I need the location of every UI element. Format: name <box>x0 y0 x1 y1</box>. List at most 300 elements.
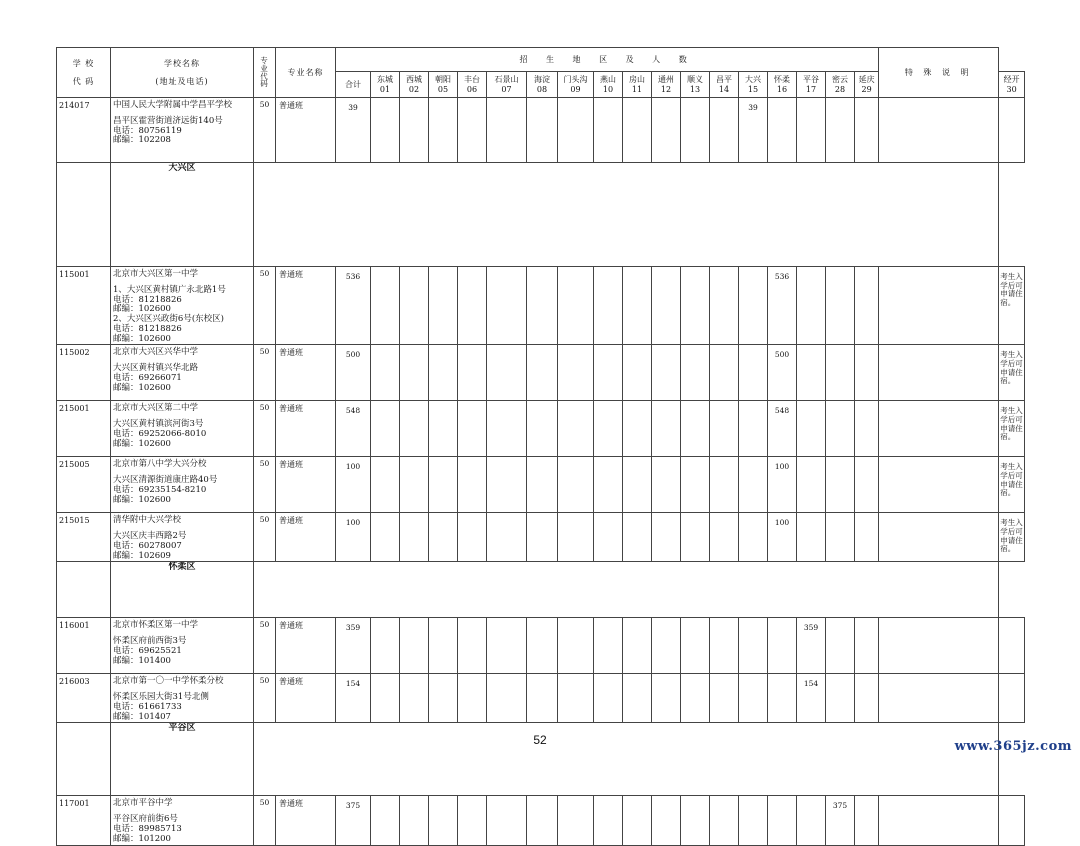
school-code: 215001 <box>57 401 111 457</box>
region-count-empty <box>623 267 652 345</box>
region-count-empty <box>429 267 458 345</box>
district-name: 怀柔区 <box>111 562 254 618</box>
header-major-code <box>254 48 276 98</box>
region-count: 548 <box>768 401 797 457</box>
region-count-empty <box>855 401 879 457</box>
region-count-empty <box>458 267 487 345</box>
region-count-empty <box>527 457 558 513</box>
school-name: 中国人民大学附属中学昌平学校 <box>113 100 233 110</box>
header-school-name <box>111 48 254 98</box>
region-name: 丰台 <box>464 75 480 85</box>
region-count-empty <box>768 618 797 674</box>
region-count-empty <box>400 674 429 723</box>
region-count-empty <box>527 267 558 345</box>
major-code: 50 <box>254 457 276 513</box>
region-count-empty <box>400 513 429 562</box>
region-code: 07 <box>501 84 512 94</box>
special-note: 考生入学后可申请住宿。 <box>999 401 1025 457</box>
header-code-line2: 代 码 <box>72 76 95 86</box>
region-count-empty <box>768 796 797 845</box>
region-count-empty <box>558 513 594 562</box>
school-name: 北京市大兴区兴华中学 <box>113 347 199 358</box>
region-count-empty <box>855 796 879 845</box>
total-count: 375 <box>336 796 371 845</box>
region-count-empty <box>458 345 487 401</box>
region-count-empty <box>558 98 594 163</box>
address-line: 电话：61661733 <box>113 701 182 712</box>
region-count-empty <box>681 345 710 401</box>
region-count-empty <box>879 513 999 562</box>
region-count-empty <box>879 345 999 401</box>
address-line: 大兴区黄村镇兴华北路 <box>113 363 199 374</box>
region-count-empty <box>623 513 652 562</box>
school-info <box>111 674 254 723</box>
region-count-empty <box>400 401 429 457</box>
region-count-empty <box>623 345 652 401</box>
region-code: 16 <box>776 84 788 94</box>
region-count-empty <box>487 98 527 163</box>
watermark-text: www.365jz.com <box>954 739 1072 754</box>
region-count-empty <box>429 345 458 401</box>
school-address <box>113 693 251 722</box>
region-count-empty <box>797 401 826 457</box>
region-code: 10 <box>602 84 614 94</box>
region-count-empty <box>458 98 487 163</box>
table-row <box>57 618 1025 674</box>
major-code: 50 <box>254 345 276 401</box>
region-count-empty <box>400 98 429 163</box>
region-count-empty <box>527 345 558 401</box>
major-name: 普通班 <box>276 267 336 345</box>
region-count-empty <box>855 618 879 674</box>
school-code: 215015 <box>57 513 111 562</box>
region-header-cell <box>458 72 487 98</box>
address-line: 邮编：102600 <box>113 333 171 344</box>
region-count-empty <box>371 267 400 345</box>
region-count-empty <box>826 267 855 345</box>
region-name: 密云 <box>832 75 848 85</box>
region-count-empty <box>710 513 739 562</box>
region-count: 100 <box>768 457 797 513</box>
region-count-empty <box>527 513 558 562</box>
address-line: 邮编：102600 <box>113 438 171 449</box>
address-line: 怀柔区府前西街3号 <box>113 636 187 647</box>
school-info <box>111 345 254 401</box>
region-name: 经开 <box>1003 75 1020 85</box>
address-line: 大兴区黄村镇滨河街3号 <box>113 419 204 430</box>
major-name: 普通班 <box>276 796 336 845</box>
table-row <box>57 796 1025 845</box>
region-count-empty <box>768 98 797 163</box>
region-count-empty <box>487 618 527 674</box>
table-row <box>57 267 1025 345</box>
region-code: 09 <box>570 84 581 94</box>
region-count-empty <box>558 401 594 457</box>
region-count-empty <box>371 98 400 163</box>
region-header-cell <box>400 72 429 98</box>
region-count-empty <box>710 345 739 401</box>
region-header-cell <box>681 72 710 98</box>
region-name: 平谷 <box>803 75 819 85</box>
school-info <box>111 401 254 457</box>
table-row <box>57 513 1025 562</box>
region-count-empty <box>826 401 855 457</box>
address-line: 2、大兴区兴政街6号(东校区) <box>113 314 224 325</box>
region-name: 通州 <box>658 75 674 85</box>
region-count-empty <box>527 674 558 723</box>
region-count-empty <box>594 457 623 513</box>
region-count-empty <box>879 98 999 163</box>
address-line: 电话：60278007 <box>113 540 182 551</box>
region-code: 11 <box>631 84 643 94</box>
region-count-empty <box>652 457 681 513</box>
school-info <box>111 618 254 674</box>
region-count-empty <box>458 796 487 845</box>
school-name: 北京市平谷中学 <box>113 798 173 809</box>
region-count-empty <box>879 401 999 457</box>
region-count-empty <box>739 457 768 513</box>
region-count-empty <box>855 267 879 345</box>
district-name: 大兴区 <box>111 163 254 267</box>
region-count-empty <box>371 796 400 845</box>
region-count-empty <box>652 513 681 562</box>
school-info <box>111 513 254 562</box>
region-count-empty <box>855 98 879 163</box>
region-count-empty <box>487 796 527 845</box>
address-line: 电话：69252066-8010 <box>113 428 207 439</box>
region-name: 怀柔 <box>774 75 790 85</box>
major-name: 普通班 <box>276 457 336 513</box>
major-name: 普通班 <box>276 618 336 674</box>
school-name: 北京市第八中学大兴分校 <box>113 459 207 470</box>
region-count-empty <box>623 98 652 163</box>
major-name: 普通班 <box>276 98 336 163</box>
address-line: 邮编：102600 <box>113 382 171 393</box>
region-header-cell <box>487 72 527 98</box>
region-header-cell <box>429 72 458 98</box>
region-count-empty <box>594 345 623 401</box>
table-row <box>57 401 1025 457</box>
table-row <box>57 98 1025 163</box>
school-info <box>111 796 254 845</box>
region-count-empty <box>652 267 681 345</box>
region-count-empty <box>623 618 652 674</box>
region-header-cell <box>768 72 797 98</box>
admissions-table <box>56 47 1025 846</box>
region-count-empty <box>558 345 594 401</box>
region-code: 06 <box>466 84 478 94</box>
region-count-empty <box>710 98 739 163</box>
total-count: 39 <box>336 98 371 163</box>
address-line: 电话：89985713 <box>113 824 182 835</box>
region-count-empty <box>739 513 768 562</box>
school-name: 北京市怀柔区第一中学 <box>113 620 199 631</box>
district-name: 平谷区 <box>111 723 254 796</box>
region-header-cell <box>739 72 768 98</box>
total-count: 100 <box>336 513 371 562</box>
region-header-cell <box>371 72 400 98</box>
region-count-empty <box>527 618 558 674</box>
region-count-empty <box>739 345 768 401</box>
region-header-cell <box>336 72 371 98</box>
region-count-empty <box>739 674 768 723</box>
address-line: 电话：81218826 <box>113 323 182 334</box>
region-count-empty <box>594 618 623 674</box>
region-count-empty <box>458 618 487 674</box>
address-line: 邮编：102208 <box>113 135 171 146</box>
region-count-empty <box>487 401 527 457</box>
special-note: 考生入学后可申请住宿。 <box>999 457 1025 513</box>
special-note: 考生入学后可申请住宿。 <box>999 513 1025 562</box>
region-count-empty <box>594 796 623 845</box>
region-name: 朝阳 <box>435 75 451 85</box>
school-name: 北京市大兴区第一中学 <box>113 269 199 279</box>
school-address <box>113 476 251 505</box>
region-count-empty <box>826 345 855 401</box>
region-count-empty <box>652 98 681 163</box>
region-count-empty <box>458 513 487 562</box>
region-count-empty <box>594 513 623 562</box>
region-count-empty <box>487 345 527 401</box>
region-count-empty <box>855 674 879 723</box>
district-blank-cell <box>254 163 999 267</box>
address-line: 大兴区庆丰西路2号 <box>113 531 187 542</box>
region-name: 燕山 <box>600 75 616 85</box>
region-code: 05 <box>437 84 449 94</box>
region-code: 30 <box>1006 84 1017 94</box>
region-count-empty <box>594 674 623 723</box>
district-code-cell <box>57 562 111 618</box>
region-count-empty <box>652 401 681 457</box>
region-count: 500 <box>768 345 797 401</box>
region-count-empty <box>371 345 400 401</box>
region-count-empty <box>429 401 458 457</box>
school-code: 115002 <box>57 345 111 401</box>
region-name: 石景山 <box>494 75 519 85</box>
region-count-empty <box>739 618 768 674</box>
address-line: 电话：69266071 <box>113 372 182 383</box>
address-line: 电话：69625521 <box>113 645 182 656</box>
region-count-empty <box>558 457 594 513</box>
address-line: 邮编：101407 <box>113 711 171 722</box>
region-count-empty <box>681 796 710 845</box>
region-count-empty <box>429 98 458 163</box>
region-count-empty <box>681 457 710 513</box>
school-name: 清华附中大兴学校 <box>113 515 182 526</box>
address-line: 电话：81218826 <box>113 294 182 305</box>
region-count-empty <box>826 457 855 513</box>
region-code: 29 <box>861 84 872 94</box>
region-count-empty <box>594 98 623 163</box>
region-count-empty <box>797 796 826 845</box>
school-address <box>113 286 251 345</box>
special-note <box>999 98 1025 163</box>
region-count-empty <box>879 796 999 845</box>
region-header-cell <box>623 72 652 98</box>
region-name: 合计 <box>345 79 361 89</box>
region-header-cell <box>710 72 739 98</box>
region-code: 14 <box>718 84 730 94</box>
address-line: 平谷区府前街6号 <box>113 814 178 825</box>
region-count-empty <box>652 796 681 845</box>
region-count-empty <box>652 618 681 674</box>
region-count-empty <box>487 457 527 513</box>
major-code: 50 <box>254 618 276 674</box>
region-count-empty <box>429 674 458 723</box>
major-code: 50 <box>254 796 276 845</box>
region-count-empty <box>429 618 458 674</box>
school-info <box>111 98 254 163</box>
region-count-empty <box>879 457 999 513</box>
address-line: 电话：69235154-8210 <box>113 484 207 495</box>
region-count-empty <box>487 513 527 562</box>
region-name: 房山 <box>629 75 645 85</box>
region-count-empty <box>371 457 400 513</box>
region-header-cell <box>558 72 594 98</box>
region-count-empty <box>371 618 400 674</box>
address-line: 邮编：101400 <box>113 655 171 666</box>
major-code: 50 <box>254 267 276 345</box>
region-count-empty <box>681 674 710 723</box>
region-count-empty <box>681 267 710 345</box>
region-code: 12 <box>660 84 672 94</box>
region-count-empty <box>371 401 400 457</box>
special-note: 考生入学后可申请住宿。 <box>999 345 1025 401</box>
district-row <box>57 163 1025 267</box>
region-count-empty <box>594 401 623 457</box>
region-count-empty <box>826 98 855 163</box>
region-count-empty <box>797 457 826 513</box>
address-line: 邮编：102600 <box>113 494 171 505</box>
district-blank-cell <box>254 562 999 618</box>
total-count: 100 <box>336 457 371 513</box>
region-header-cell <box>826 72 855 98</box>
school-address <box>113 117 251 146</box>
region-count-empty <box>710 457 739 513</box>
region-code: 15 <box>747 84 759 94</box>
region-code: 08 <box>536 84 548 94</box>
region-count-empty <box>710 674 739 723</box>
total-count: 536 <box>336 267 371 345</box>
school-name: 北京市第一〇一中学怀柔分校 <box>113 676 224 687</box>
region-name: 大兴 <box>745 75 761 85</box>
school-name: 北京市大兴区第二中学 <box>113 403 199 414</box>
region-count-empty <box>797 267 826 345</box>
school-info <box>111 457 254 513</box>
page-number: 52 <box>533 733 547 747</box>
special-note: 考生入学后可申请住宿。 <box>999 267 1025 345</box>
region-count-empty <box>710 401 739 457</box>
region-count-empty <box>710 796 739 845</box>
region-name: 昌平 <box>716 75 732 85</box>
region-count-empty <box>558 796 594 845</box>
region-count-empty <box>400 796 429 845</box>
region-count: 100 <box>768 513 797 562</box>
region-count-empty <box>623 796 652 845</box>
major-code: 50 <box>254 674 276 723</box>
region-count-empty <box>739 267 768 345</box>
region-count-empty <box>527 796 558 845</box>
header-special-notes: 特 殊 说 明 <box>879 48 999 98</box>
region-header-cell <box>797 72 826 98</box>
header-school-code <box>57 48 111 98</box>
region-name: 西城 <box>406 75 422 85</box>
address-line: 怀柔区乐园大街31号北侧 <box>113 692 209 703</box>
region-count-empty <box>371 674 400 723</box>
total-count: 154 <box>336 674 371 723</box>
special-note <box>999 618 1025 674</box>
header-region-title: 招 生 地 区 及 人 数 <box>336 48 879 72</box>
region-code: 17 <box>805 84 817 94</box>
header-code-line1: 学 校 <box>72 59 95 69</box>
region-count-empty <box>681 401 710 457</box>
region-count-empty <box>710 618 739 674</box>
region-count-empty <box>710 267 739 345</box>
major-code: 50 <box>254 401 276 457</box>
region-count-empty <box>879 674 999 723</box>
school-code: 216003 <box>57 674 111 723</box>
special-note <box>999 796 1025 845</box>
address-line: 邮编：102609 <box>113 550 171 561</box>
major-name: 普通班 <box>276 513 336 562</box>
region-count-empty <box>371 513 400 562</box>
region-header-cell <box>594 72 623 98</box>
region-count: 536 <box>768 267 797 345</box>
region-count-empty <box>623 674 652 723</box>
region-name: 延庆 <box>858 75 875 85</box>
region-count-empty <box>429 513 458 562</box>
address-line: 邮编：101200 <box>113 833 171 844</box>
region-header-cell <box>527 72 558 98</box>
region-count-empty <box>400 267 429 345</box>
region-count-empty <box>797 513 826 562</box>
table-row <box>57 457 1025 513</box>
region-count-empty <box>826 674 855 723</box>
region-count-empty <box>681 618 710 674</box>
region-header-cell <box>855 72 879 98</box>
region-count-empty <box>429 796 458 845</box>
district-row <box>57 562 1025 618</box>
region-code: 13 <box>689 84 701 94</box>
school-code: 115001 <box>57 267 111 345</box>
region-header-cell <box>999 72 1025 98</box>
header-school-sublabel: (地址及电话) <box>155 76 209 86</box>
region-count-empty <box>855 513 879 562</box>
school-address <box>113 420 251 449</box>
region-count-empty <box>594 267 623 345</box>
major-name: 普通班 <box>276 401 336 457</box>
district-code-cell <box>57 163 111 267</box>
region-count-empty <box>652 674 681 723</box>
address-line: 邮编：102600 <box>113 304 171 315</box>
region-count-empty <box>681 513 710 562</box>
school-code: 215005 <box>57 457 111 513</box>
region-name: 顺义 <box>687 75 703 85</box>
major-code: 50 <box>254 98 276 163</box>
region-name: 门头沟 <box>563 75 588 85</box>
region-count-empty <box>487 674 527 723</box>
address-line: 昌平区霍营街道济远街140号 <box>113 115 223 126</box>
region-count-empty <box>458 674 487 723</box>
table-header <box>57 48 1025 98</box>
major-name: 普通班 <box>276 674 336 723</box>
region-count-empty <box>855 457 879 513</box>
header-school-label: 学校名称 <box>164 59 200 69</box>
region-count-empty <box>797 345 826 401</box>
table-row <box>57 674 1025 723</box>
region-count-empty <box>652 345 681 401</box>
header-major-code-label: 专业代码 <box>260 55 269 89</box>
